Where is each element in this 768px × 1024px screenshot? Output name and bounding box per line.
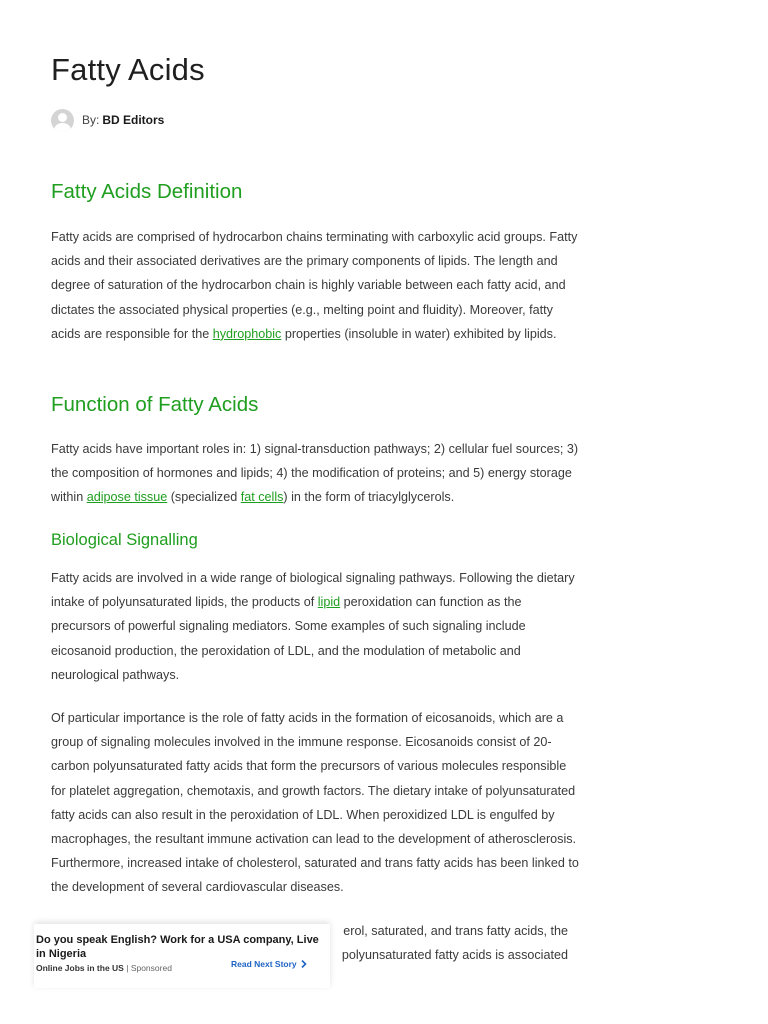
byline-prefix: By: [82,113,100,127]
link-hydrophobic[interactable]: hydrophobic [212,326,282,341]
section-heading-function: Function of Fatty Acids [51,393,259,416]
read-next-story-label: Read Next Story [231,959,297,969]
signalling-paragraph-2: Of particular importance is the role of fatty acids in the formation of eicosanoids, which are a group of signaling molecules involved in the immune response. Eicosanoids consist of 20-carbon polyunsaturated fatty acids that form the precursors of various molecules responsible for platelet aggregation, chemotaxis, and growth factors. The dietary intake of polyunsaturated fatty acids can also result in the peroxidation of LDL. When peroxidized LDL is engulfed by macrophages, the resultant immune activation can lead to the development of atherosclerosis. Furthermore, increased intake of cholesterol, saturated and trans fatty acids has been linked to the development of several cardiovascular diseases. [51,711,579,895]
definition-paragraph: Fatty acids are comprised of hydrocarbon chains terminating with carboxylic acid groups. Fatty acids and their associated derivatives are the primary components of lipids. The length and degree of saturation of the hydrocarbon chain is highly variable between each fatty acid, and dictates the associated physical properties (e.g., melting point and fluidity). Moreover, fatty acids are responsible for the hydrophobic properties (insoluble in water) exhibited by lipids. [51,230,578,341]
author-name[interactable]: BD Editors [102,113,165,127]
link-lipid[interactable]: lipid [317,595,341,610]
function-paragraph: Fatty acids have important roles in: 1) signal-transduction pathways; 2) cellular fuel sources; 3) the composition of hormones and lipids; 4) the modification of proteins; and 5) energy storage within adipose tissue (specialized fat cells) in the form of triacylglycerols. [51,442,579,505]
ad-source: Online Jobs in the US | Sponsored [36,963,172,973]
link-adipose-tissue[interactable]: adipose tissue [86,490,168,505]
read-next-story-button[interactable] [231,959,307,969]
signalling-paragraph-3-partial: erol, saturated, and trans fatty acids, the polyunsaturated fatty acids is associated [341,924,568,963]
sponsored-ad-banner[interactable] [34,924,330,988]
section-heading-biological-signalling: Biological Signalling [51,531,198,549]
byline [51,108,164,132]
chevron-right-icon [301,960,307,968]
signalling-paragraph-1: Fatty acids are involved in a wide range of biological signaling pathways. Following the dietary intake of polyunsaturated lipids, the products of lipid peroxidation can function as the precursors of powerful signaling mediators. Some examples of such signaling include eicosanoid production, the peroxidation of LDL, and the modulation of metabolic and neurological pathways. [51,571,575,682]
ad-headline[interactable]: Do you speak English? Work for a USA company, Live in Nigeria [36,934,319,960]
link-fat-cells[interactable]: fat cells [240,490,284,505]
page-title: Fatty Acids [51,52,205,87]
section-heading-definition: Fatty Acids Definition [51,180,243,203]
author-avatar-icon [51,109,74,132]
